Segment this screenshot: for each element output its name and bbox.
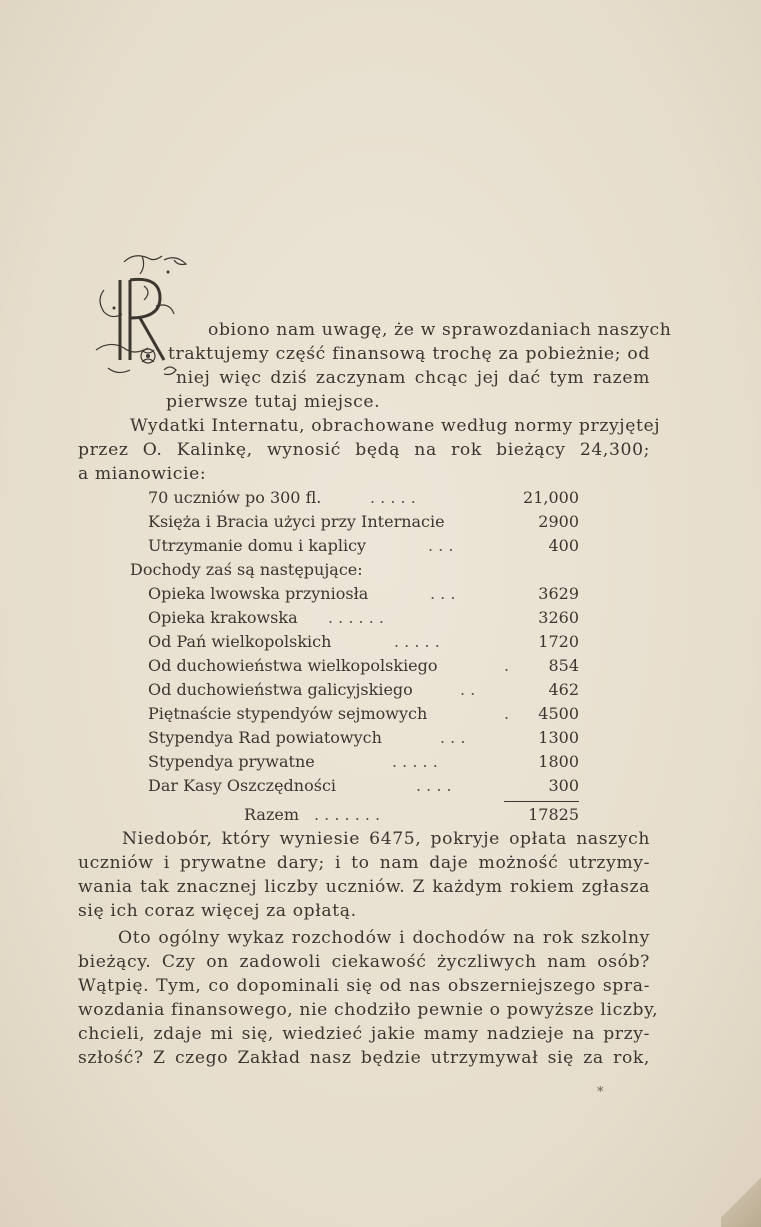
income-heading: Dochody zaś są następujące: — [130, 560, 363, 579]
income-row: Stypendya Rad powiatowych . . . 1300 — [148, 728, 579, 747]
intro-line-1: obiono nam uwagę, że w sprawozdaniach naszych — [208, 320, 672, 340]
intro-line-3: niej więc dziś zaczynam chcąc jej dać tym razem — [176, 368, 650, 388]
para4-line-2: bieżący. Czy on zadowoli ciekawość życzliwych nam osób? — [78, 952, 650, 972]
para4-line-1: Oto ogólny wykaz rozchodów i dochodów na rok szkolny — [118, 928, 650, 948]
intro-line-4: pierwsze tutaj miejsce. — [166, 392, 381, 412]
para4-line-5: chcieli, zdaje mi się, wiedzieć jakie mamy nadzieje na przy- — [78, 1024, 650, 1044]
income-row: Stypendya prywatne . . . . . 1800 — [148, 752, 579, 771]
income-row: Od duchowieństwa wielkopolskiego . 854 — [148, 656, 579, 675]
income-row: Dar Kasy Oszczędności . . . . 300 — [148, 776, 579, 795]
para4-line-4: wozdania finansowego, nie chodziło pewnie o powyższe liczby, — [78, 1000, 659, 1020]
para4-line-3: Wątpię. Tym, co dopominali się od nas obszerniejszego spra- — [78, 976, 650, 996]
para2-line-1: Wydatki Internatu, obrachowane według normy przyjętej — [130, 416, 661, 436]
para2-line-2: przez O. Kalinkę, wynosić będą na rok bieżący 24,300; — [78, 440, 650, 460]
para3-line-2: uczniów i prywatne dary; i to nam daje możność utrzymy- — [78, 853, 650, 873]
para2-line-3: a mianowicie: — [78, 464, 207, 484]
expense-row: Utrzymanie domu i kaplicy . . . 400 — [148, 536, 579, 555]
intro-line-2: traktujemy część finansową trochę za pobieżnie; od — [168, 344, 650, 364]
income-row: Opieka lwowska przyniosła . . . 3629 — [148, 584, 579, 603]
income-row: Od duchowieństwa galicyjskiego . . 462 — [148, 680, 579, 699]
income-row: Piętnaście stypendyów sejmowych . 4500 — [148, 704, 579, 723]
income-row: Opieka krakowska . . . . . . 3260 — [148, 608, 579, 627]
footer-asterisk: * — [597, 1085, 604, 1100]
para3-line-1: Niedobór, który wyniesie 6475, pokryje opłata naszych — [122, 829, 650, 849]
body-text-lower — [78, 0, 672, 1227]
total-row: Razem . . . . . . . 17825 — [244, 805, 579, 824]
para4-line-6: szłość? Z czego Zakład nasz będzie utrzymywał się za rok, — [78, 1048, 650, 1068]
para3-line-4: się ich coraz więcej za opłatą. — [78, 901, 357, 921]
para3-line-3: wania tak znacznej liczby uczniów. Z każdym rokiem zgłasza — [78, 877, 650, 897]
income-row: Od Pań wielkopolskich . . . . . 1720 — [148, 632, 579, 651]
expense-row: 70 uczniów po 300 fl. . . . . . 21,000 — [148, 488, 579, 507]
expense-row: Księża i Bracia użyci przy Internacie 2900 — [148, 512, 579, 531]
page-corner-fold — [721, 1167, 761, 1227]
